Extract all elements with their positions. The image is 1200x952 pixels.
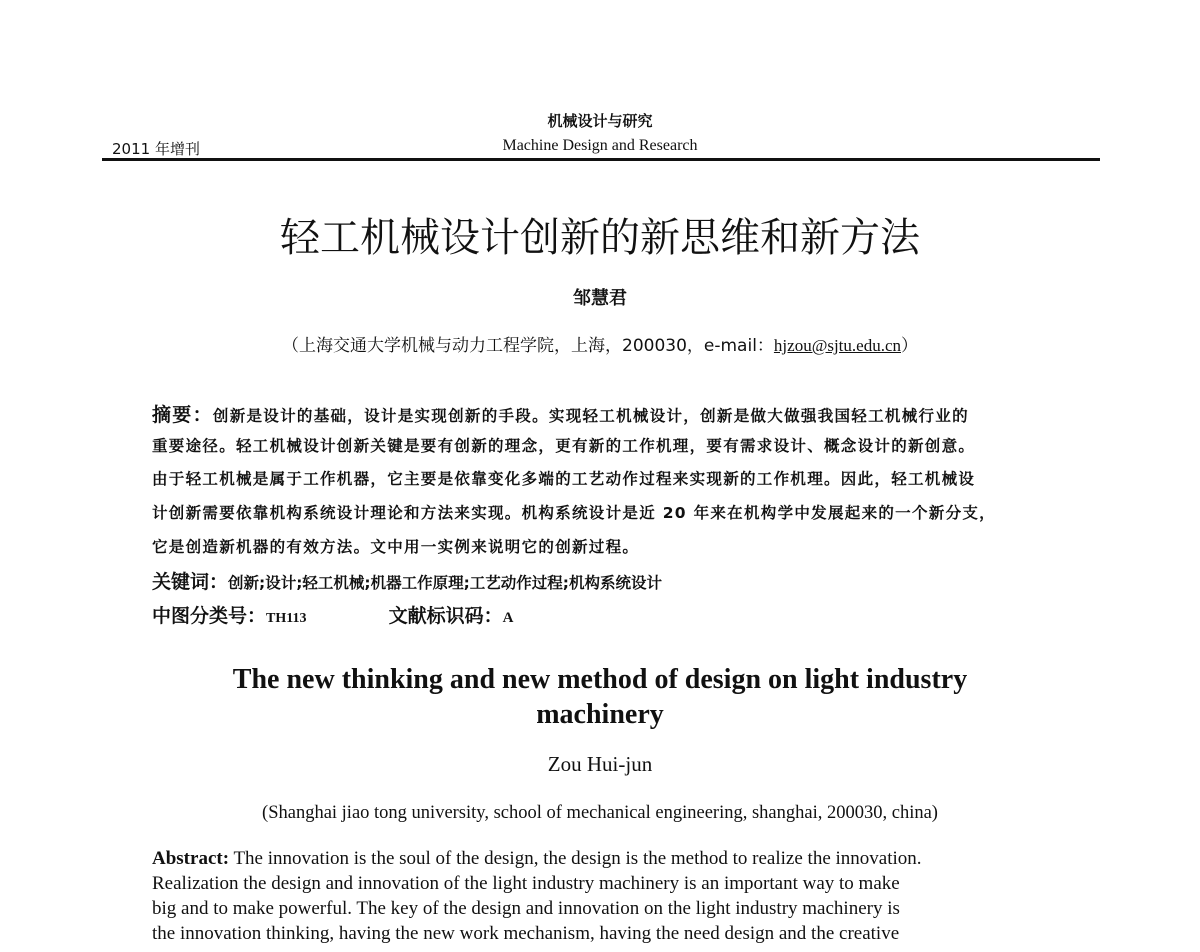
abstract-en-line: big and to make powerful. The key of the design and innovation on the light industry machinery is bbox=[152, 898, 900, 919]
keywords-label: 关键词： bbox=[152, 571, 229, 593]
abstract-en-line: the innovation thinking, having the new work mechanism, having the need design and the creative bbox=[152, 923, 900, 944]
abstract-cn-line: 它是创造新机器的有效方法。文中用一实例来说明它的创新过程。 bbox=[152, 538, 640, 556]
abstract-cn-label: 摘要： bbox=[152, 404, 213, 426]
abstract-cn-line: 计创新需要依靠机构系统设计理论和方法来实现。机构系统设计是近 20 年来在机构学中发展起来的一个新分支， bbox=[152, 504, 996, 522]
journal-name-en: Machine Design and Research bbox=[502, 137, 698, 154]
abstract-en-line: Realization the design and innovation of the light industry machinery is an important way to make bbox=[152, 873, 900, 894]
classification bbox=[152, 601, 513, 628]
journal-name-cn: 机械设计与研究 bbox=[547, 112, 653, 130]
issue-label: 2011 年增刊 bbox=[112, 140, 200, 158]
abstract-cn-line: 摘要：创新是设计的基础，设计是实现创新的手段。实现轻工机械设计，创新是做大做强我国轻工机械行业的 bbox=[152, 404, 969, 426]
author-en: Zou Hui-jun bbox=[547, 752, 653, 776]
title-cn: 轻工机械设计创新的新思维和新方法 bbox=[280, 215, 920, 261]
affiliation-close: ） bbox=[901, 336, 918, 356]
abstract-cn-line: 重要途径。轻工机械设计创新关键是要有创新的理念，更有新的工作机理，要有需求设计、概念设计的新创意。 bbox=[152, 437, 976, 455]
classification-label: 中图分类号： bbox=[152, 605, 267, 627]
classification-value: TH113 bbox=[266, 611, 307, 626]
title-en-line: machinery bbox=[536, 699, 664, 730]
keywords-cn bbox=[152, 567, 662, 594]
email-link[interactable]: hjzou@sjtu.edu.cn bbox=[773, 336, 901, 355]
affiliation-text: （上海交通大学机械与动力工程学院，上海，200030，e-mail： bbox=[282, 336, 774, 356]
abstract-cn-line: 由于轻工机械是属于工作机器，它主要是依靠变化多端的工艺动作过程来实现新的工作机理。因此，轻工机械设 bbox=[152, 470, 976, 488]
title-en-line: The new thinking and new method of design on light industry bbox=[232, 664, 968, 695]
affiliation-en: (Shanghai jiao tong university, school of mechanical engineering, shanghai, 200030, china) bbox=[262, 803, 938, 823]
affiliation-cn bbox=[0, 331, 1200, 356]
keywords-value: 创新;设计;轻工机械;机器工作原理;工艺动作过程;机构系统设计 bbox=[228, 574, 663, 592]
abstract-en-label: Abstract: bbox=[152, 848, 230, 869]
abstract-en-line: Abstract: The innovation is the soul of the design, the design is the method to realize the innovation. bbox=[152, 848, 922, 869]
doc-code-value: A bbox=[502, 610, 514, 626]
author-cn: 邹慧君 bbox=[573, 288, 627, 309]
doc-code-label: 文献标识码： bbox=[388, 605, 503, 627]
header-rule bbox=[102, 158, 1100, 161]
